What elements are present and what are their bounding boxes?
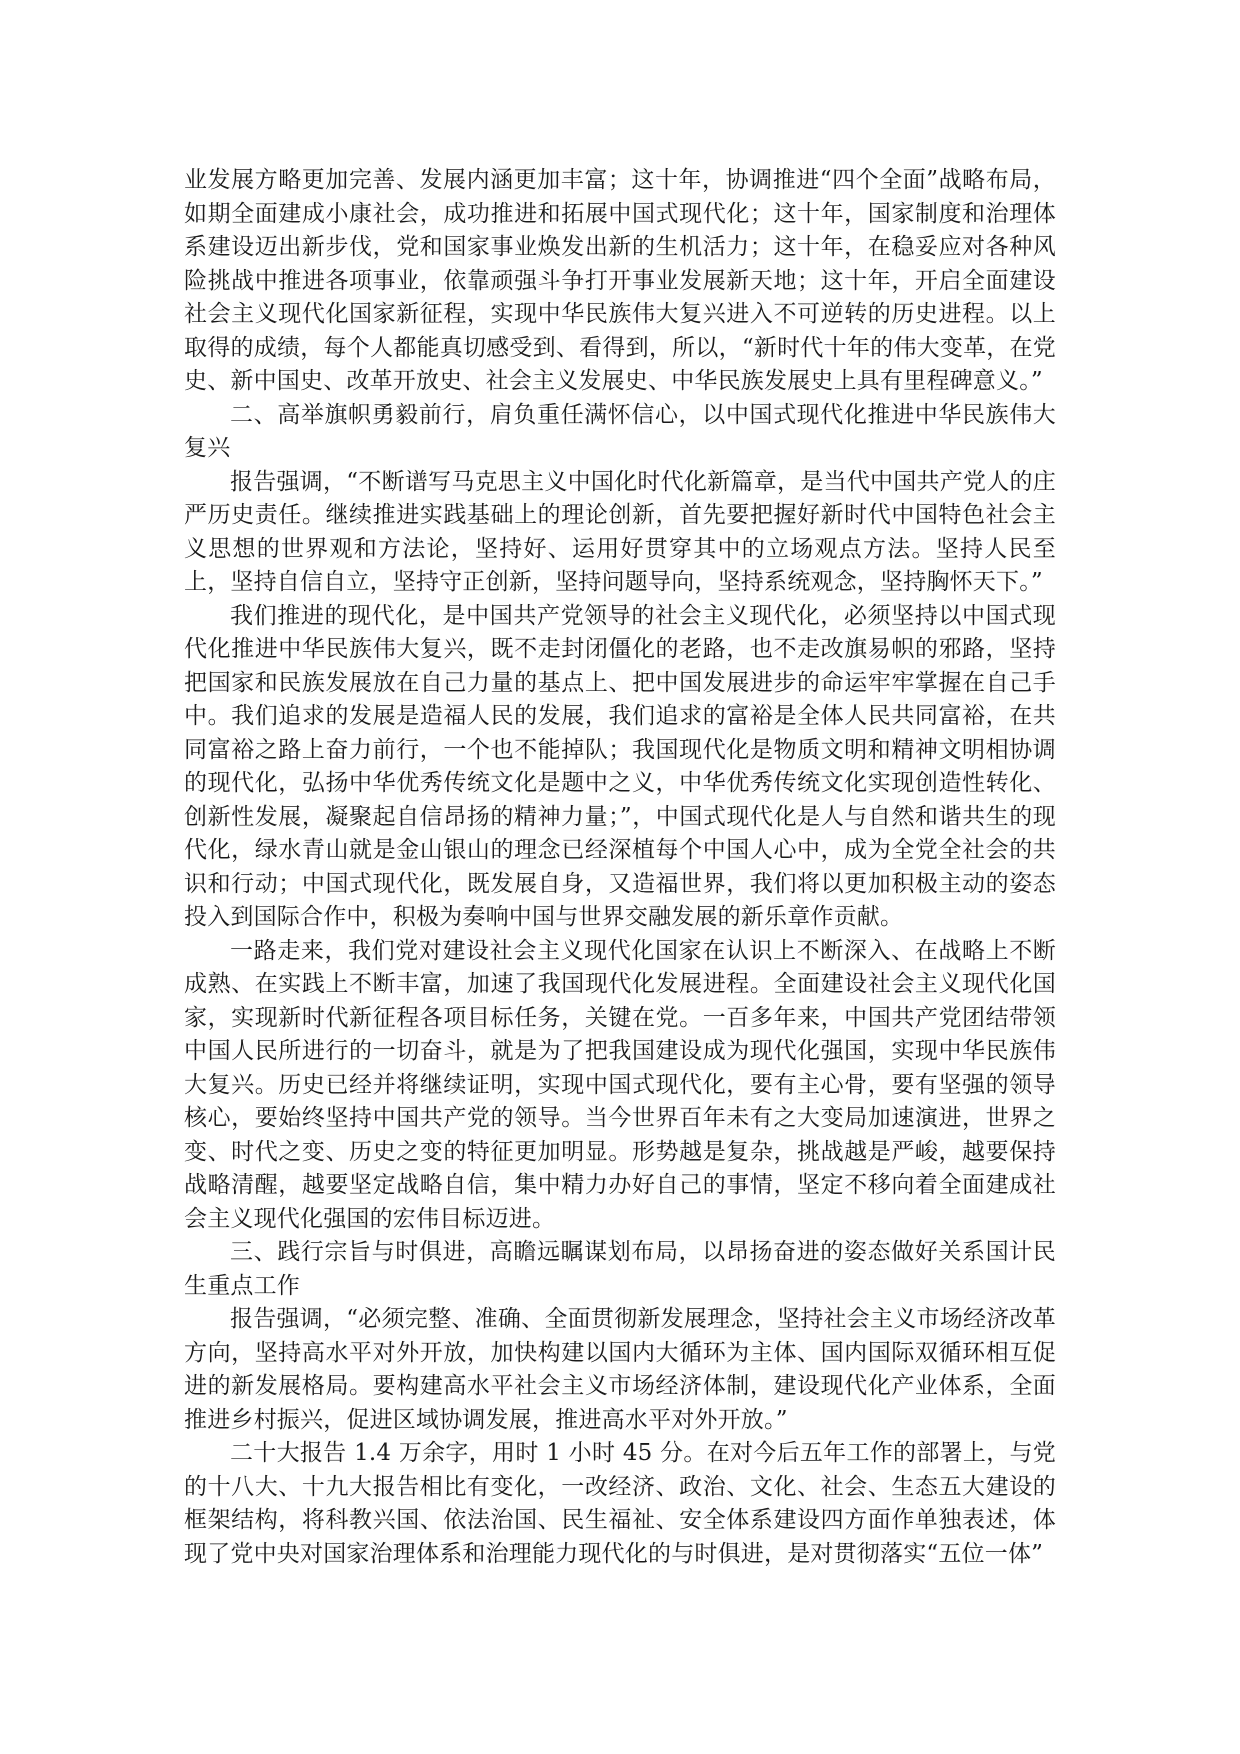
section-heading-two: 二、高举旗帜勇毅前行，肩负重任满怀信心，以中国式现代化推进中华民族伟大复兴	[184, 401, 1056, 461]
document-body	[184, 164, 1056, 1571]
paragraph-report-emphasis-theory: 报告强调，“不断谱写马克思主义中国化时代化新篇章，是当代中国共产党人的庄严历史责任。继续推进实践基础上的理论创新，首先要把握好新时代中国特色社会主义思想的世界观和方法论，坚持好、运用好贯穿其中的立场观点方法。坚持人民至上，坚持自信自立，坚持守正创新，坚持问题导向，坚持系统观念，坚持胸怀天下。”	[184, 468, 1056, 595]
section-heading-three: 三、践行宗旨与时俱进，高瞻远瞩谋划布局，以昂扬奋进的姿态做好关系国计民生重点工作	[184, 1239, 1056, 1299]
paragraph-continuation: 业发展方略更加完善、发展内涵更加丰富；这十年，协调推进“四个全面”战略布局，如期全面建成小康社会，成功推进和拓展中国式现代化；这十年，国家制度和治理体系建设迈出新步伐，党和国家事业焕发出新的生机活力；这十年，在稳妥应对各种风险挑战中推进各项事业，依靠顽强斗争打开事业发展新天地；这十年，开启全面建设社会主义现代化国家新征程，实现中华民族伟大复兴进入不可逆转的历史进程。以上取得的成绩，每个人都能真切感受到、看得到，所以，“新时代十年的伟大变革，在党史、新中国史、改革开放史、社会主义发展史、中华民族发展史上具有里程碑意义。”	[184, 167, 1056, 394]
paragraph-report-summary: 二十大报告 1.4 万余字，用时 1 小时 45 分。在对今后五年工作的部署上，与党的十八大、十九大报告相比有变化，一改经济、政治、文化、社会、生态五大建设的框架结构，将科教兴国、依法治国、民生福祉、安全体系建设四方面作单独表述，体现了党中央对国家治理体系和治理能力现代化的与时俱进，是对贯彻落实“五位一体”	[184, 1440, 1056, 1567]
paragraph-modernization: 我们推进的现代化，是中国共产党领导的社会主义现代化，必须坚持以中国式现代化推进中华民族伟大复兴，既不走封闭僵化的老路，也不走改旗易帜的邪路，坚持把国家和民族发展放在自己力量的基点上、把中国发展进步的命运牢牢掌握在自己手中。我们追求的发展是造福人民的发展，我们追求的富裕是全体人民共同富裕，在共同富裕之路上奋力前行，一个也不能掉队；我国现代化是物质文明和精神文明相协调的现代化，弘扬中华优秀传统文化是题中之义，中华优秀传统文化实现创造性转化、创新性发展，凝聚起自信昂扬的精神力量；”，中国式现代化是人与自然和谐共生的现代化，绿水青山就是金山银山的理念已经深植每个中国人心中，成为全党全社会的共识和行动；中国式现代化，既发展自身，又造福世界，我们将以更加积极主动的姿态投入到国际合作中，积极为奏响中国与世界交融发展的新乐章作贡献。	[184, 602, 1056, 930]
paragraph-report-emphasis-development: 报告强调，“必须完整、准确、全面贯彻新发展理念，坚持社会主义市场经济改革方向，坚持高水平对外开放，加快构建以国内大循环为主体、国内国际双循环相互促进的新发展格局。要构建高水平社会主义市场经济体制，建设现代化产业体系，全面推进乡村振兴，促进区域协调发展，推进高水平对外开放。”	[184, 1306, 1056, 1433]
paragraph-party-leadership: 一路走来，我们党对建设社会主义现代化国家在认识上不断深入、在战略上不断成熟、在实践上不断丰富，加速了我国现代化发展进程。全面建设社会主义现代化国家，实现新时代新征程各项目标任务，关键在党。一百多年来，中国共产党团结带领中国人民所进行的一切奋斗，就是为了把我国建设成为现代化强国，实现中华民族伟大复兴。历史已经并将继续证明，实现中国式现代化，要有主心骨，要有坚强的领导核心，要始终坚持中国共产党的领导。当今世界百年未有之大变局加速演进，世界之变、时代之变、历史之变的特征更加明显。形势越是复杂，挑战越是严峻，越要保持战略清醒，越要坚定战略自信，集中精力办好自己的事情，坚定不移向着全面建成社会主义现代化强国的宏伟目标迈进。	[184, 937, 1056, 1232]
